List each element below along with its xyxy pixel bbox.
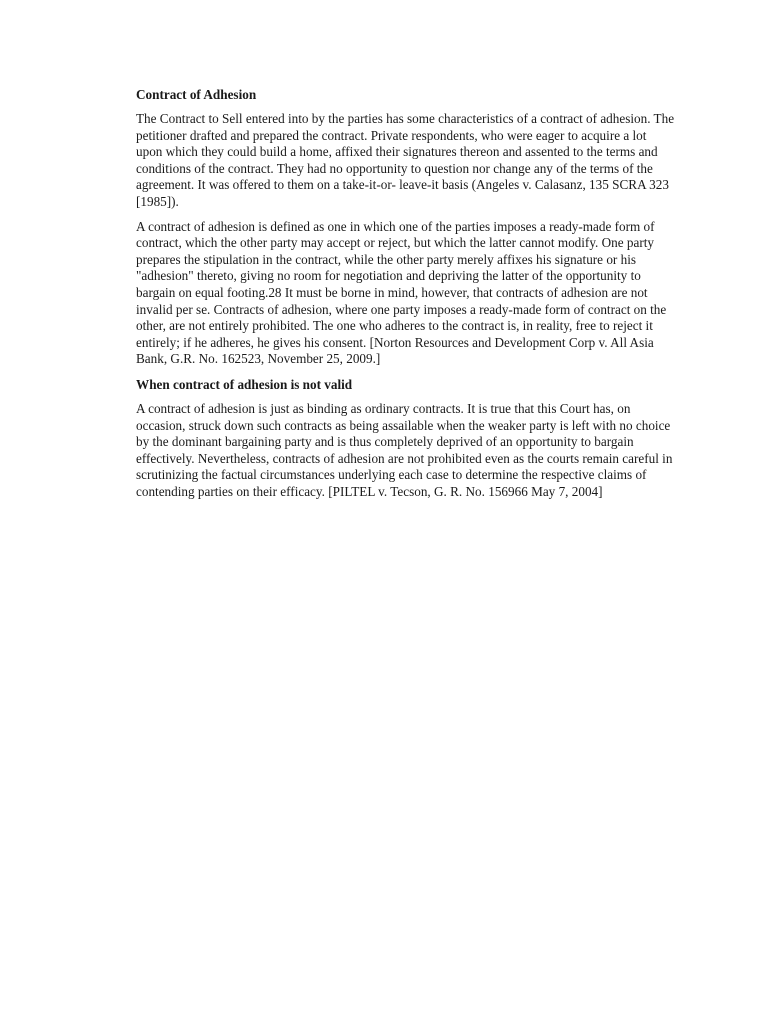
section-heading-contract-of-adhesion: Contract of Adhesion bbox=[136, 87, 257, 102]
paragraph-binding: A contract of adhesion is just as binding as ordinary contracts. It is true that this Court has, on occasion, struck down such contracts as being assailable when the weaker party is left with no choice by the dominant bargaining party and is thus completely deprived of an opportunity to bargain effectively. Nevertheless, contracts of adhesion are not prohibited even as the courts remain careful in scrutinizing the factual circumstances underlying each case to determine the respective claims of contending parties on their efficacy. [PILTEL v. Tecson, G. R. No. 156966 May 7, 2004] bbox=[136, 400, 673, 499]
paragraph-definition: A contract of adhesion is defined as one in which one of the parties imposes a ready-made form of contract, which the other party may accept or reject, but which the latter cannot modify. One party prepares the stipulation in the contract, while the other party merely affixes his signature or his "adhesion" thereto, giving no room for negotiation and depriving the latter of the opportunity to bargain on equal footing.28 It must be borne in mind, however, that contracts of adhesion are not invalid per se. Contracts of adhesion, where one party imposes a ready-made form of contract on the other, are not entirely prohibited. The one who adheres to the contract is, in reality, free to reject it entirely; if he adheres, he gives his consent. [Norton Resources and Development Corp v. All Asia Bank, G.R. No. 162523, November 25, 2009.] bbox=[136, 218, 667, 367]
paragraph-contract-to-sell: The Contract to Sell entered into by the parties has some characteristics of a contract of adhesion. The petitioner drafted and prepared the contract. Private respondents, who were eager to acquire a lot upon which they could build a home, affixed their signatures thereon and assented to the terms and conditions of the contract. They had no opportunity to question nor change any of the terms of the agreement. It was offered to them on a take-it-or- leave-it basis (Angeles v. Calasanz, 135 SCRA 323 [1985]). bbox=[136, 111, 675, 209]
document-page bbox=[136, 86, 676, 508]
section-heading-not-valid: When contract of adhesion is not valid bbox=[136, 376, 353, 392]
